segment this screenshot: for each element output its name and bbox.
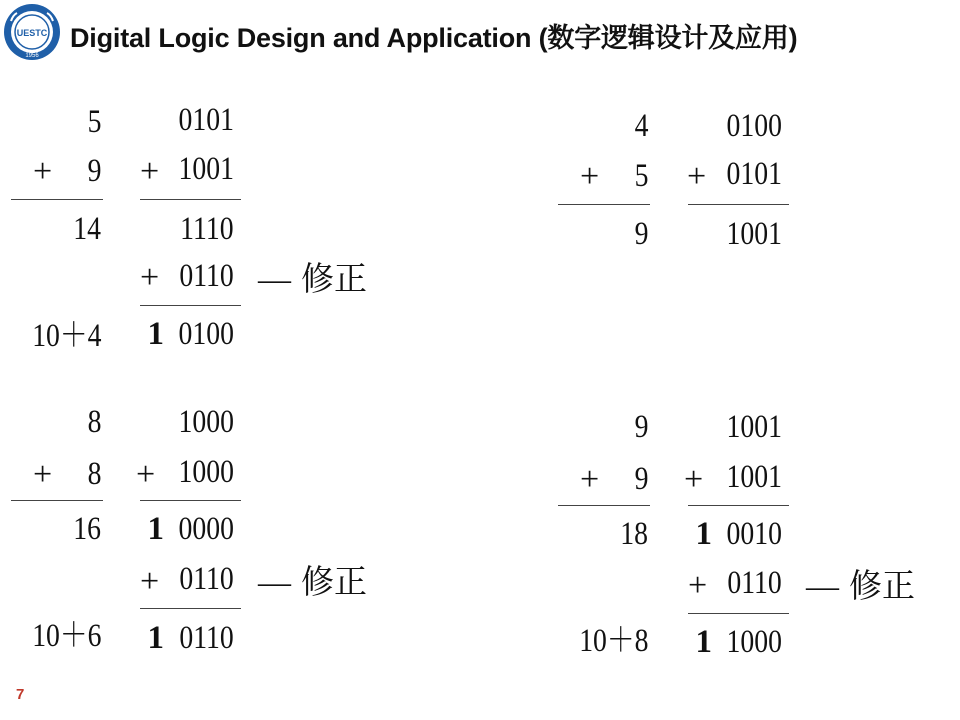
- bcd-operand-b: 0101: [726, 156, 782, 192]
- decimal-sum: 18: [620, 516, 648, 552]
- sum-rule: [140, 608, 241, 609]
- decimal-operand-a: 4: [634, 108, 648, 144]
- bcd-correction: 0110: [727, 565, 782, 601]
- sum-rule: [11, 199, 103, 200]
- bcd-raw-carry-bit: 1: [147, 511, 164, 547]
- sum-rule: [688, 204, 789, 205]
- decimal-sum: 16: [73, 511, 101, 547]
- correction-note: [258, 562, 367, 601]
- plus-sign: +: [684, 461, 704, 498]
- bcd-corrected-result: 1000: [726, 624, 782, 660]
- plus-sign: +: [33, 153, 53, 190]
- bcd-corrected-result: 0100: [178, 316, 234, 352]
- sum-rule: [688, 505, 789, 506]
- plus-sign: +: [688, 567, 708, 604]
- bcd-operand-b: 1001: [726, 459, 782, 495]
- slide-title: Digital Logic Design and Application (数字逻辑设计及应用): [70, 23, 798, 53]
- plus-sign: +: [33, 456, 53, 493]
- bcd-raw-carry-bit: 1: [695, 516, 712, 552]
- university-logo-icon: [3, 3, 61, 61]
- sum-rule: [11, 500, 103, 501]
- decimal-operand-a: 5: [87, 104, 101, 140]
- correction-label: 修正: [849, 566, 915, 605]
- correction-label: 修正: [301, 562, 367, 601]
- bcd-raw-sum: 1110: [180, 211, 234, 247]
- correction-dash: —: [806, 569, 839, 605]
- plus-sign: +: [687, 158, 707, 195]
- page-number: 7: [16, 686, 25, 703]
- sum-rule: [140, 305, 241, 306]
- logo-text: UESTC: [16, 28, 48, 38]
- decimal-operand-b: 9: [87, 153, 101, 189]
- slide-header: [0, 0, 960, 70]
- bcd-raw-sum: 0010: [726, 516, 782, 552]
- plus-sign: +: [136, 456, 156, 493]
- bcd-operand-a: 1001: [726, 409, 782, 445]
- decimal-operand-a: 8: [87, 404, 101, 440]
- correction-note: [258, 259, 367, 298]
- sum-rule: [688, 613, 789, 614]
- decimal-sum: 14: [73, 211, 101, 247]
- bcd-operand-a: 0101: [178, 102, 234, 138]
- bcd-correction: 0110: [179, 258, 234, 294]
- plus-sign: +: [580, 461, 600, 498]
- bcd-corrected-result: 0110: [179, 620, 234, 656]
- correction-dash: —: [258, 262, 291, 298]
- correction-dash: —: [258, 565, 291, 601]
- decimal-operand-b: 5: [634, 158, 648, 194]
- bcd-raw-sum: 0000: [178, 511, 234, 547]
- sum-rule: [140, 199, 241, 200]
- bcd-carry-bit: 1: [147, 316, 164, 352]
- bcd-operand-a: 0100: [726, 108, 782, 144]
- bcd-operand-b: 1001: [178, 151, 234, 187]
- bcd-sum: 1001: [726, 216, 782, 252]
- decimal-sum: 9: [634, 216, 648, 252]
- logo-year: 1956: [25, 53, 39, 59]
- sum-rule: [558, 204, 650, 205]
- plus-sign: +: [140, 563, 160, 600]
- correction-label: 修正: [301, 259, 367, 298]
- correction-note: [806, 566, 915, 605]
- bcd-correction: 0110: [179, 561, 234, 597]
- sum-rule: [558, 505, 650, 506]
- bcd-operand-a: 1000: [178, 404, 234, 440]
- decimal-operand-b: 9: [634, 461, 648, 497]
- plus-sign: +: [580, 158, 600, 195]
- plus-sign: +: [140, 259, 160, 296]
- sum-rule: [140, 500, 241, 501]
- bcd-carry-bit: 1: [147, 620, 164, 656]
- decimal-operand-b: 8: [87, 456, 101, 492]
- decimal-result: 10＋4: [31, 318, 101, 354]
- decimal-result: 10＋8: [578, 623, 648, 659]
- decimal-result: 10＋6: [31, 618, 101, 654]
- bcd-carry-bit: 1: [695, 624, 712, 660]
- bcd-operand-b: 1000: [178, 454, 234, 490]
- decimal-operand-a: 9: [634, 409, 648, 445]
- plus-sign: +: [140, 153, 160, 190]
